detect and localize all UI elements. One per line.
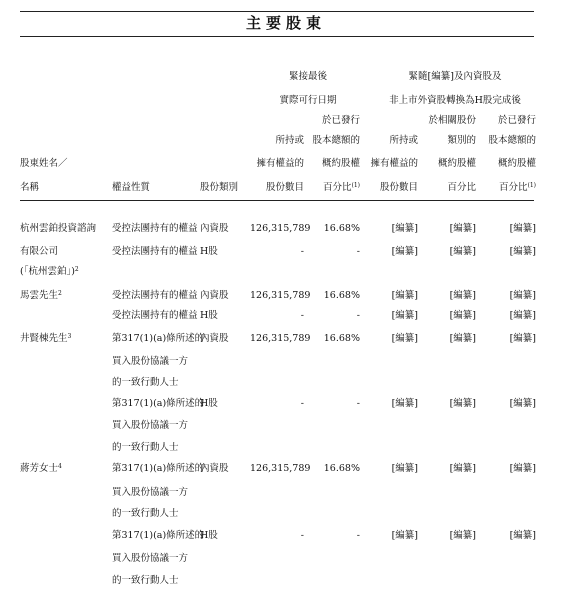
share-class-text: 內資股	[200, 223, 229, 234]
interest-nature	[112, 553, 198, 565]
shareholder-name-text: 蔣芳女士	[20, 463, 59, 474]
interest-nature-text: 第317(1)(a)條所述的	[112, 463, 205, 474]
interest-nature-text: 買入股份協議一方	[112, 487, 189, 498]
shareholding-pct-text: 16.68%	[323, 290, 360, 301]
shares-held-text: -	[300, 398, 304, 409]
interest-nature-text: 的一致行動人士	[112, 442, 179, 453]
class-pct-after-listing	[422, 333, 476, 345]
shares-after-listing	[366, 463, 418, 475]
shareholder-name	[20, 223, 110, 235]
interest-nature-text: 受控法團持有的權益	[112, 290, 198, 301]
share-class	[200, 530, 250, 542]
shareholding-pct-text: -	[356, 530, 360, 541]
shares-after-listing-text: [編纂]	[391, 310, 418, 321]
interest-nature	[112, 463, 205, 475]
class-pct-after-listing-text: [編纂]	[449, 333, 476, 344]
share-class	[200, 398, 250, 410]
interest-nature	[112, 530, 205, 542]
class-pct-after-listing	[422, 463, 476, 475]
shares-after-listing-text: [編纂]	[391, 246, 418, 257]
interest-nature-text: 的一致行動人士	[112, 377, 179, 388]
shares-after-listing	[366, 333, 418, 345]
total-pct-after-listing-text: [編纂]	[509, 463, 536, 474]
interest-nature	[112, 310, 198, 322]
class-pct-after-listing-text: [編纂]	[449, 463, 476, 474]
share-class	[200, 333, 250, 345]
interest-nature-text: 買入股份協議一方	[112, 420, 189, 431]
interest-nature-text: 買入股份協議一方	[112, 356, 189, 367]
interest-nature-text: 的一致行動人士	[112, 575, 179, 586]
share-class	[200, 463, 250, 475]
interest-nature	[112, 290, 198, 302]
class-pct-after-listing	[422, 223, 476, 235]
interest-nature	[112, 575, 198, 587]
share-class-text: H股	[200, 246, 218, 257]
col-after-shares-header-3: 股份數目	[379, 182, 418, 193]
interest-nature	[112, 377, 198, 389]
shares-held-text: 126,315,789	[250, 463, 311, 474]
col-after-total-header-3: 概約股權	[497, 158, 536, 169]
class-pct-after-listing-text: [編纂]	[449, 398, 476, 409]
shareholder-name	[20, 463, 110, 475]
shareholding-pct-text: 16.68%	[323, 463, 360, 474]
col-pct-header-4-text: 百分比	[322, 182, 352, 193]
footnote-marker: 2	[58, 290, 62, 297]
share-class	[200, 246, 250, 258]
total-pct-after-listing	[482, 333, 536, 345]
share-class-text: H股	[200, 530, 218, 541]
interest-nature-text: 第317(1)(a)條所述的	[112, 333, 205, 344]
group1-header-line1: 緊接最後	[288, 71, 327, 82]
header-rule	[20, 200, 534, 201]
shareholder-name	[20, 246, 110, 258]
shares-after-listing-text: [編纂]	[391, 398, 418, 409]
shareholding-pct	[310, 310, 360, 322]
class-pct-after-listing	[422, 530, 476, 542]
total-pct-after-listing-text: [編纂]	[509, 333, 536, 344]
shareholding-pct-text: -	[356, 310, 360, 321]
interest-nature-text: 買入股份協議一方	[112, 553, 189, 564]
shareholding-pct-text: 16.68%	[323, 223, 360, 234]
col-after-total-footnote: (1)	[527, 182, 536, 189]
col-class-header: 股份類別	[200, 182, 239, 193]
shareholder-name	[20, 333, 110, 345]
shares-after-listing	[366, 223, 418, 235]
shareholder-name-text: 杭州雲鉑投資諮詢	[20, 223, 97, 234]
shares-held-text: -	[300, 246, 304, 257]
shares-held	[250, 223, 311, 235]
share-class	[200, 223, 250, 235]
col-after-class-header-1: 於相關股份	[428, 115, 476, 126]
shareholder-name-text: (「杭州雲鉑」)	[20, 266, 75, 277]
col-pct-header-4	[310, 182, 360, 194]
col-after-total-header-1: 於已發行	[497, 115, 536, 126]
title-rule	[20, 36, 534, 37]
shares-held-text: -	[300, 530, 304, 541]
col-after-class-header-3: 概約股權	[437, 158, 476, 169]
interest-nature-text: 的一致行動人士	[112, 508, 179, 519]
shares-after-listing-text: [編纂]	[391, 223, 418, 234]
total-pct-after-listing	[482, 530, 536, 542]
col-pct-footnote: (1)	[351, 182, 360, 189]
shares-held	[250, 246, 304, 258]
class-pct-after-listing	[422, 398, 476, 410]
shareholding-pct	[310, 463, 360, 475]
shares-held	[250, 333, 311, 345]
shareholding-pct	[310, 223, 360, 235]
total-pct-after-listing	[482, 223, 536, 235]
interest-nature	[112, 246, 198, 258]
shareholding-pct-text: -	[356, 246, 360, 257]
shareholding-pct-text: 16.68%	[323, 333, 360, 344]
page-title: 主要股東	[245, 14, 326, 32]
total-pct-after-listing-text: [編纂]	[509, 246, 536, 257]
total-pct-after-listing-text: [編纂]	[509, 310, 536, 321]
col-pct-header-1: 於已發行	[321, 115, 360, 126]
interest-nature-text: 受控法團持有的權益	[112, 246, 198, 257]
shareholder-name	[20, 290, 110, 302]
shareholding-pct	[310, 246, 360, 258]
share-class-text: H股	[200, 310, 218, 321]
share-class-text: 內資股	[200, 290, 229, 301]
shares-after-listing	[366, 246, 418, 258]
share-class-text: 內資股	[200, 463, 229, 474]
total-pct-after-listing	[482, 463, 536, 475]
share-class-text: H股	[200, 398, 218, 409]
col-after-shares-header-2: 擁有權益的	[370, 158, 418, 169]
class-pct-after-listing	[422, 290, 476, 302]
shareholder-name	[20, 266, 110, 278]
col-name-header-2: 名稱	[20, 182, 40, 193]
total-pct-after-listing-text: [編纂]	[509, 398, 536, 409]
shares-after-listing	[366, 310, 418, 322]
shares-after-listing	[366, 290, 418, 302]
shareholding-pct-text: -	[356, 398, 360, 409]
shareholding-pct	[310, 398, 360, 410]
footnote-marker: 2	[74, 266, 79, 273]
col-nature-header: 權益性質	[112, 182, 151, 193]
shares-after-listing-text: [編纂]	[391, 463, 418, 474]
group1-header-line2: 實際可行日期	[279, 95, 337, 106]
col-after-total-header-2: 股本總額的	[488, 135, 536, 146]
col-after-class-header-4: 百分比	[447, 182, 476, 193]
class-pct-after-listing	[422, 310, 476, 322]
col-after-shares-header-1: 所持或	[389, 135, 418, 146]
shares-after-listing	[366, 398, 418, 410]
interest-nature-text: 第317(1)(a)條所述的	[112, 530, 205, 541]
shares-after-listing-text: [編纂]	[391, 530, 418, 541]
shareholding-pct	[310, 290, 360, 302]
interest-nature	[112, 487, 198, 499]
share-class	[200, 310, 250, 322]
shareholder-name-text: 井賢棟先生	[20, 333, 68, 344]
interest-nature-text: 受控法團持有的權益	[112, 223, 198, 234]
interest-nature	[112, 420, 198, 432]
interest-nature	[112, 356, 198, 368]
shareholder-name-text: 馬雲先生	[20, 290, 59, 301]
col-name-header-1: 股東姓名／	[20, 158, 68, 169]
group2-header-line2: 非上市外資股轉換為H股完成後	[389, 95, 521, 106]
shares-held-text: 126,315,789	[250, 223, 311, 234]
interest-nature	[112, 508, 198, 520]
class-pct-after-listing-text: [編纂]	[449, 310, 476, 321]
class-pct-after-listing-text: [編纂]	[449, 223, 476, 234]
shareholder-name-text: 有限公司	[20, 246, 59, 257]
interest-nature-text: 受控法團持有的權益	[112, 310, 198, 321]
class-pct-after-listing-text: [編纂]	[449, 246, 476, 257]
total-pct-after-listing-text: [編纂]	[509, 290, 536, 301]
class-pct-after-listing-text: [編纂]	[449, 530, 476, 541]
interest-nature	[112, 223, 198, 235]
interest-nature	[112, 398, 205, 410]
shares-held	[250, 463, 311, 475]
group2-header-line1: 緊隨[編纂]及內資股及	[408, 71, 502, 82]
share-class	[200, 290, 250, 302]
shares-held-text: 126,315,789	[250, 333, 311, 344]
col-after-total-header-4	[482, 182, 536, 194]
interest-nature	[112, 333, 205, 345]
shareholding-pct	[310, 530, 360, 542]
total-pct-after-listing	[482, 290, 536, 302]
total-pct-after-listing	[482, 398, 536, 410]
shares-after-listing	[366, 530, 418, 542]
class-pct-after-listing-text: [編纂]	[449, 290, 476, 301]
share-class-text: 內資股	[200, 333, 229, 344]
shares-after-listing-text: [編纂]	[391, 333, 418, 344]
shares-held	[250, 290, 311, 302]
class-pct-after-listing	[422, 246, 476, 258]
col-pct-header-2: 股本總額的	[312, 135, 360, 146]
col-shares-header-1: 所持或	[275, 135, 304, 146]
col-shares-header-2: 擁有權益的	[256, 158, 304, 169]
shareholding-pct	[310, 333, 360, 345]
shares-held-text: -	[300, 310, 304, 321]
interest-nature-text: 第317(1)(a)條所述的	[112, 398, 205, 409]
shares-held	[250, 530, 304, 542]
total-pct-after-listing	[482, 310, 536, 322]
col-shares-header-3: 股份數目	[265, 182, 304, 193]
shares-held	[250, 398, 304, 410]
total-pct-after-listing-text: [編纂]	[509, 530, 536, 541]
shares-held	[250, 310, 304, 322]
shares-held-text: 126,315,789	[250, 290, 311, 301]
interest-nature	[112, 442, 198, 454]
col-after-total-header-4-text: 百分比	[498, 182, 528, 193]
shares-after-listing-text: [編纂]	[391, 290, 418, 301]
col-after-class-header-2: 類別的	[447, 135, 476, 146]
footnote-marker: 4	[58, 463, 62, 470]
total-pct-after-listing-text: [編纂]	[509, 223, 536, 234]
total-pct-after-listing	[482, 246, 536, 258]
col-pct-header-3: 概約股權	[321, 158, 360, 169]
footnote-marker: 3	[67, 333, 72, 340]
